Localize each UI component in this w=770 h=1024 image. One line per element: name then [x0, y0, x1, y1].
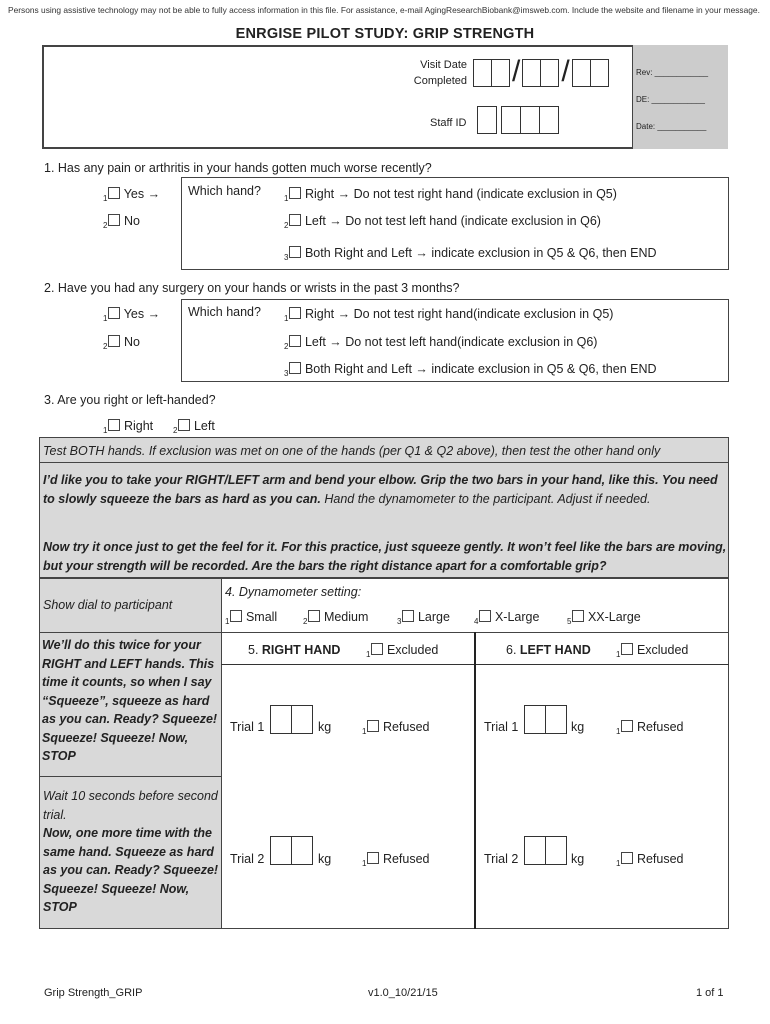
right-trial-1-digit-2[interactable] — [291, 705, 313, 734]
q1-both-checkbox[interactable] — [289, 246, 301, 258]
right-hand-heading: 5. RIGHT HAND — [248, 643, 341, 657]
left-trial-1-refused-checkbox[interactable] — [621, 720, 633, 732]
question-3-text: 3. Are you right or left-handed? — [44, 393, 216, 407]
right-hand-excluded-checkbox[interactable] — [371, 643, 383, 655]
left-trial-2-unit: kg — [571, 852, 585, 866]
staff-id-digit-2[interactable] — [501, 106, 521, 134]
setting-xlarge-option[interactable]: $_4$ X-Large — [474, 610, 540, 626]
q1-left-checkbox[interactable] — [289, 214, 301, 226]
q2-no-option[interactable]: $_2$ No — [103, 335, 140, 351]
right-trial-1-refused-checkbox[interactable] — [367, 720, 379, 732]
right-trial-2-digit-2[interactable] — [291, 836, 313, 865]
right-trial-1-label: Trial 1 — [230, 720, 265, 734]
left-trial-2-label: Trial 2 — [484, 852, 519, 866]
q2-both-checkbox[interactable] — [289, 362, 301, 374]
right-trial-1-digit-1[interactable] — [270, 705, 292, 734]
staff-id-field[interactable] — [477, 106, 559, 139]
right-trial-2-digit-1[interactable] — [270, 836, 292, 865]
q1-left-option[interactable]: $_2$ Left → Do not test left hand (indicate exclusion in Q6) — [284, 214, 601, 230]
left-trial-1-digit-1[interactable] — [524, 705, 546, 734]
right-trial-1-entry[interactable] — [270, 705, 313, 739]
right-trial-2-label: Trial 2 — [230, 852, 265, 866]
left-hand-heading: 6. LEFT HAND — [506, 643, 591, 657]
q3-right-option[interactable]: $_1$ Right — [103, 419, 154, 435]
q2-both-option[interactable]: $_3$ Both Right and Left → indicate exclusion in Q5 & Q6, then END — [284, 362, 657, 378]
left-trial-2-digit-1[interactable] — [524, 836, 546, 865]
left-hand-excluded-option[interactable]: $_1$ Excluded — [616, 643, 689, 659]
q1-yes-checkbox[interactable] — [108, 187, 120, 199]
accessibility-disclaimer: Persons using assistive technology may not be able to fully access information in this file. For assistance, e-mail AgingResearchBiobank@imsweb.com. Include the website and filename in your message. — [8, 5, 760, 15]
setting-medium-option[interactable]: $_2$ Medium — [303, 610, 369, 626]
setting-large-checkbox[interactable] — [402, 610, 414, 622]
header-box — [42, 45, 728, 149]
visit-date-label: Visit Date Completed — [413, 59, 467, 87]
rev-field[interactable]: Rev: ____________ — [636, 68, 709, 77]
question-2-text: 2. Have you had any surgery on your hands or wrists in the past 3 months? — [44, 281, 460, 295]
left-hand-excluded-checkbox[interactable] — [621, 643, 633, 655]
script-trial-1: We’ll do this twice for your RIGHT and LEFT hands. This time it counts, so when I say “Squeeze”, squeeze as hard as you can. Ready? Squeeze! Squeeze! Squeeze! Now, STOP — [42, 638, 218, 763]
left-trial-2-refused-option[interactable]: $_1$ Refused — [616, 852, 684, 868]
q1-which-hand-label: Which hand? — [188, 184, 261, 198]
visit-date-field[interactable] — [473, 55, 609, 92]
q1-no-checkbox[interactable] — [108, 214, 120, 226]
right-trial-2-refused-option[interactable]: $_1$ Refused — [362, 852, 430, 868]
q3-left-option[interactable]: $_2$ Left — [173, 419, 215, 435]
date-year-digit-2[interactable] — [590, 59, 609, 87]
setting-xlarge-checkbox[interactable] — [479, 610, 491, 622]
q1-right-option[interactable]: $_1$ Right → Do not test right hand (indicate exclusion in Q5) — [284, 187, 617, 203]
show-dial-text: Show dial to participant — [43, 598, 173, 612]
de-field[interactable]: DE: ____________ — [636, 95, 705, 104]
setting-small-option[interactable]: $_1$ Small — [225, 610, 278, 626]
q2-right-option[interactable]: $_1$ Right → Do not test right hand(indicate exclusion in Q5) — [284, 307, 614, 323]
q3-right-checkbox[interactable] — [108, 419, 120, 431]
footer-version: v1.0_10/21/15 — [368, 987, 438, 999]
right-trial-1-refused-option[interactable]: $_1$ Refused — [362, 720, 430, 736]
footer-form-name: Grip Strength_GRIP — [44, 987, 143, 999]
setting-xxlarge-checkbox[interactable] — [572, 610, 584, 622]
hands-divider — [474, 632, 476, 929]
q1-both-option[interactable]: $_3$ Both Right and Left → indicate exclusion in Q5 & Q6, then END — [284, 246, 657, 262]
left-trial-1-label: Trial 1 — [484, 720, 519, 734]
left-trial-2-entry[interactable] — [524, 836, 567, 870]
instructions-paragraph-3: Now try it once just to get the feel for it. For this practice, just squeeze gently. It won’t feel like the bars are moving, but your strength will be recorded. Are the bars the right distance apart for a comfortable grip? — [43, 540, 727, 573]
setting-xxlarge-option[interactable]: $_5$ XX-Large — [567, 610, 641, 626]
left-trial-1-unit: kg — [571, 720, 585, 734]
left-trial-2-refused-checkbox[interactable] — [621, 852, 633, 864]
q2-right-checkbox[interactable] — [289, 307, 301, 319]
q2-left-option[interactable]: $_2$ Left → Do not test left hand(indicate exclusion in Q6) — [284, 335, 598, 351]
date-month-digit-2[interactable] — [491, 59, 510, 87]
dynamometer-setting-label: 4. Dynamometer setting: — [225, 585, 362, 599]
staff-id-digit-1[interactable] — [477, 106, 497, 134]
staff-id-label: Staff ID — [430, 117, 467, 129]
date-month-digit-1[interactable] — [473, 59, 492, 87]
right-trial-2-refused-checkbox[interactable] — [367, 852, 379, 864]
staff-id-digit-3[interactable] — [520, 106, 540, 134]
left-trial-1-digit-2[interactable] — [545, 705, 567, 734]
staff-id-digit-4[interactable] — [539, 106, 559, 134]
left-trial-1-refused-option[interactable]: $_1$ Refused — [616, 720, 684, 736]
setting-medium-checkbox[interactable] — [308, 610, 320, 622]
q2-left-checkbox[interactable] — [289, 335, 301, 347]
q1-yes-option[interactable]: $_1$ Yes → — [103, 187, 161, 203]
setting-small-checkbox[interactable] — [230, 610, 242, 622]
instructions-divider — [39, 462, 729, 463]
footer-page-number: 1 of 1 — [696, 987, 724, 999]
date-field[interactable]: Date: ___________ — [636, 122, 707, 131]
left-trial-1-entry[interactable] — [524, 705, 567, 739]
q1-right-checkbox[interactable] — [289, 187, 301, 199]
date-day-digit-1[interactable] — [522, 59, 541, 87]
q2-no-checkbox[interactable] — [108, 335, 120, 347]
page-title: ENRGISE PILOT STUDY: GRIP STRENGTH — [235, 26, 535, 42]
date-year-digit-1[interactable] — [572, 59, 591, 87]
date-day-digit-2[interactable] — [540, 59, 559, 87]
date-separator: / — [561, 55, 570, 88]
date-separator: / — [512, 55, 521, 88]
right-trial-2-unit: kg — [318, 852, 332, 866]
q2-yes-option[interactable]: $_1$ Yes → — [103, 307, 161, 323]
right-trial-1-unit: kg — [318, 720, 332, 734]
left-trial-2-digit-2[interactable] — [545, 836, 567, 865]
instructions-line-1: Test BOTH hands. If exclusion was met on one of the hands (per Q1 & Q2 above), then test the other hand only — [43, 444, 661, 458]
q2-yes-checkbox[interactable] — [108, 307, 120, 319]
instructions-paragraph-2: I’d like you to take your RIGHT/LEFT arm and bend your elbow. Grip the two bars in your hand, like this. You need to slowly squeeze the bars as hard as you can. Hand the dynamometer to the participant. Adjust if needed. — [43, 473, 718, 506]
setting-large-option[interactable]: $_3$ Large — [397, 610, 450, 626]
q3-left-checkbox[interactable] — [178, 419, 190, 431]
q1-no-option[interactable]: $_2$ No — [103, 214, 140, 230]
right-trial-2-entry[interactable] — [270, 836, 313, 870]
question-1-text: 1. Has any pain or arthritis in your hands gotten much worse recently? — [44, 161, 432, 175]
right-hand-excluded-option[interactable]: $_1$ Excluded — [366, 643, 439, 659]
q2-which-hand-label: Which hand? — [188, 305, 261, 319]
script-trial-2: Wait 10 seconds before second trial. Now, one more time with the same hand. Squeeze as hard as you can. Ready? Squeeze! Squeeze! Squeeze! Now, STOP — [43, 789, 219, 914]
